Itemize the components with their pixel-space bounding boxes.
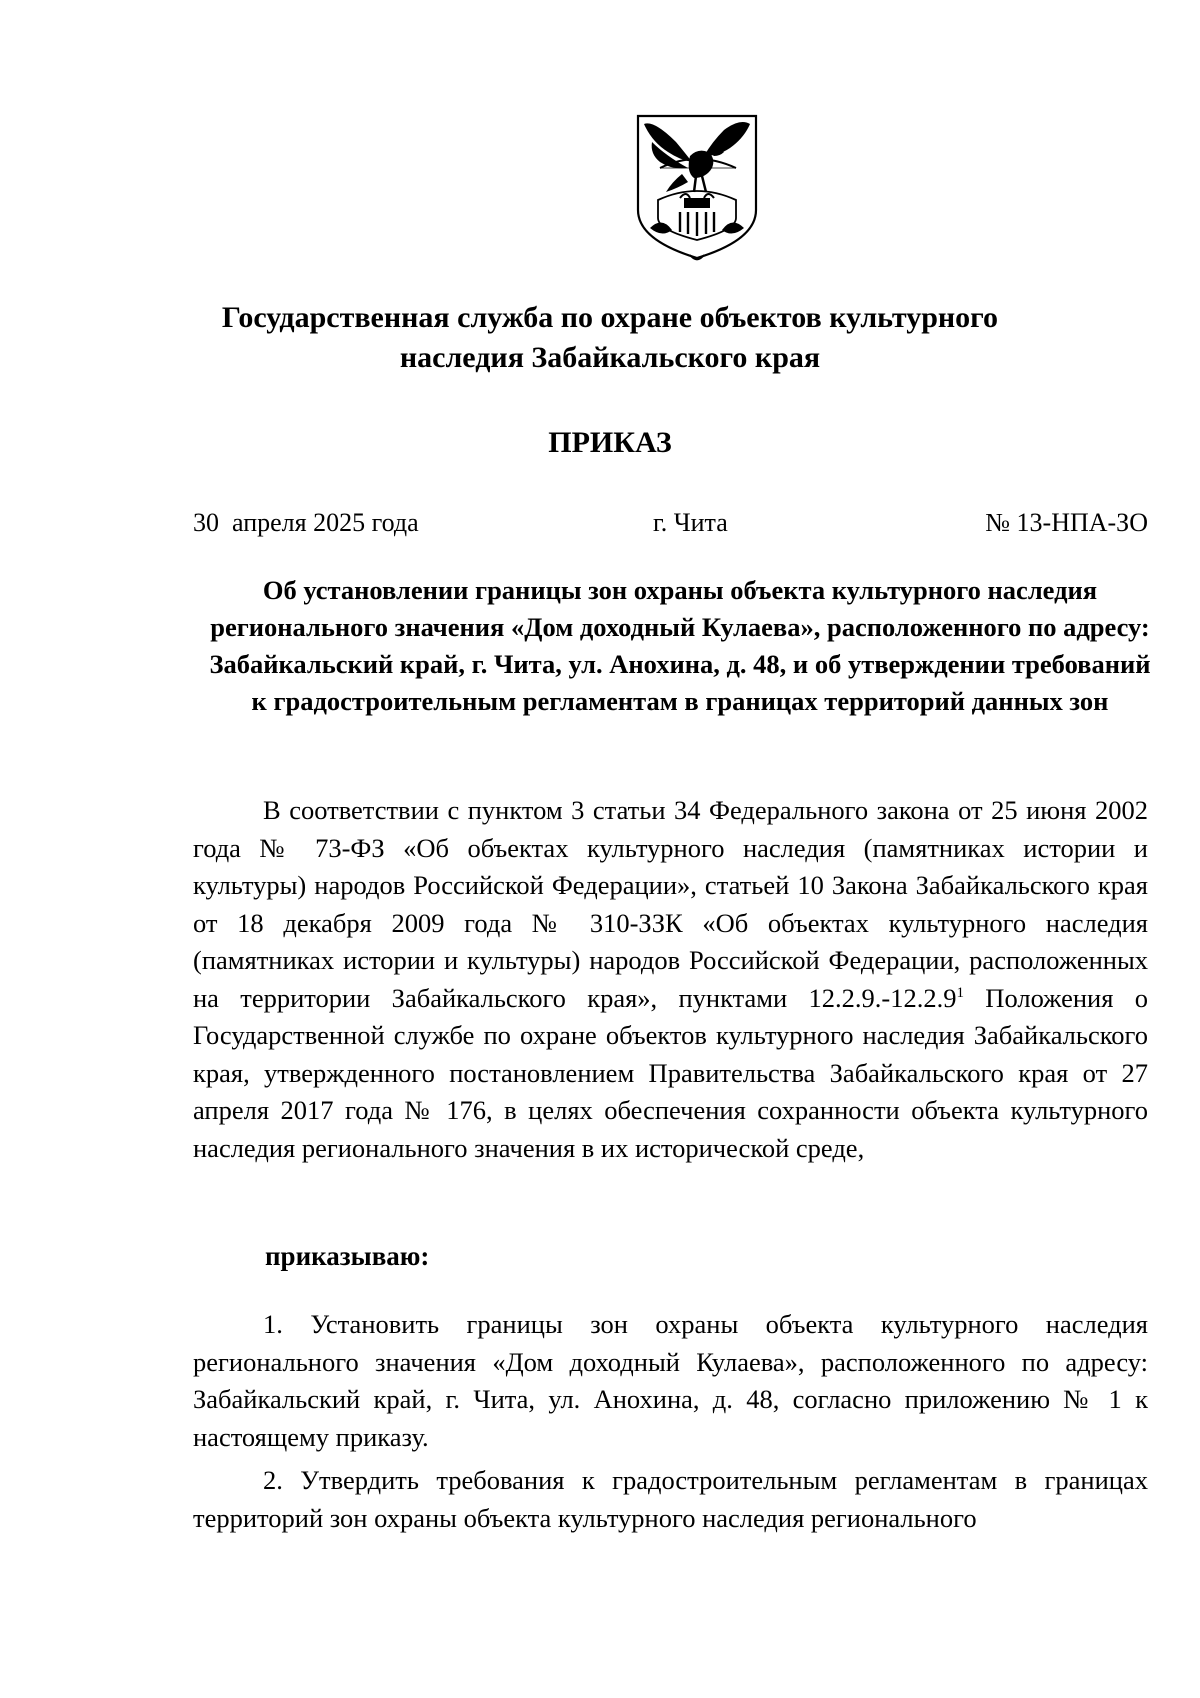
document-city: г. Чита xyxy=(653,508,728,537)
document-type: ПРИКАЗ xyxy=(548,426,672,459)
preamble xyxy=(193,792,1148,1167)
document-date: 30 апреля 2025 года xyxy=(193,508,419,537)
order-item: 2. Утвердить требования к градостроительным регламентам в границах территорий зон охраны объекта культурного наследия регионального xyxy=(193,1465,1148,1533)
coat-of-arms-icon xyxy=(632,112,762,264)
preamble-text-start: В соответствии с пунктом 3 статьи 34 Федерального закона от 25 июня 2002 года № 73-ФЗ «Об объектах культурного наследия (памятниках истории и культуры) народов Российской Федерации», статьей 10 Закона Забайкальского края от 18 декабря 2009 года № 310-ЗЗК «Об объектах культурного наследия (памятниках истории и культуры) народов Российской Федерации, расположенных на территории Забайкальского края», пунктами 12.2.9.-12.2.9 xyxy=(193,795,1148,1013)
preamble-text-end: Положения о Государственной службе по охране объектов культурного наследия Забайкальского края, утвержденного постановлением Правительства Забайкальского края от 27 апреля 2017 года № 176, в целях обеспечения сохранности объекта культурного наследия регионального значения в их исторической среде, xyxy=(193,982,1148,1163)
footnote-superscript: 1 xyxy=(956,984,964,1001)
order-items xyxy=(193,1306,1148,1543)
order-item: 1. Установить границы зон охраны объекта культурного наследия регионального значения «Дом доходный Кулаева», расположенного по адресу: Забайкальский край, г. Чита, ул. Анохина, д. 48, согласно приложению № 1 к настоящему приказу. xyxy=(193,1309,1148,1452)
document-title: Об установлении границы зон охраны объекта культурного наследия регионального значения «Дом доходный Кулаева», расположенного по адресу: Забайкальский край, г. Чита, ул. Анохина, д. 48, и об утверждении требований к градостроительным регламентам в границах территорий данных зон xyxy=(209,575,1151,716)
agency-line-2: наследия Забайкальского края xyxy=(399,341,821,374)
agency-line-1: Государственная служба по охране объектов культурного xyxy=(221,301,999,334)
order-verb: приказываю: xyxy=(265,1241,430,1271)
document-number: № 13-НПА-ЗО xyxy=(985,508,1148,537)
preamble-paragraph xyxy=(193,792,1148,1167)
document-meta xyxy=(193,503,1148,543)
agency-name xyxy=(180,298,1040,378)
